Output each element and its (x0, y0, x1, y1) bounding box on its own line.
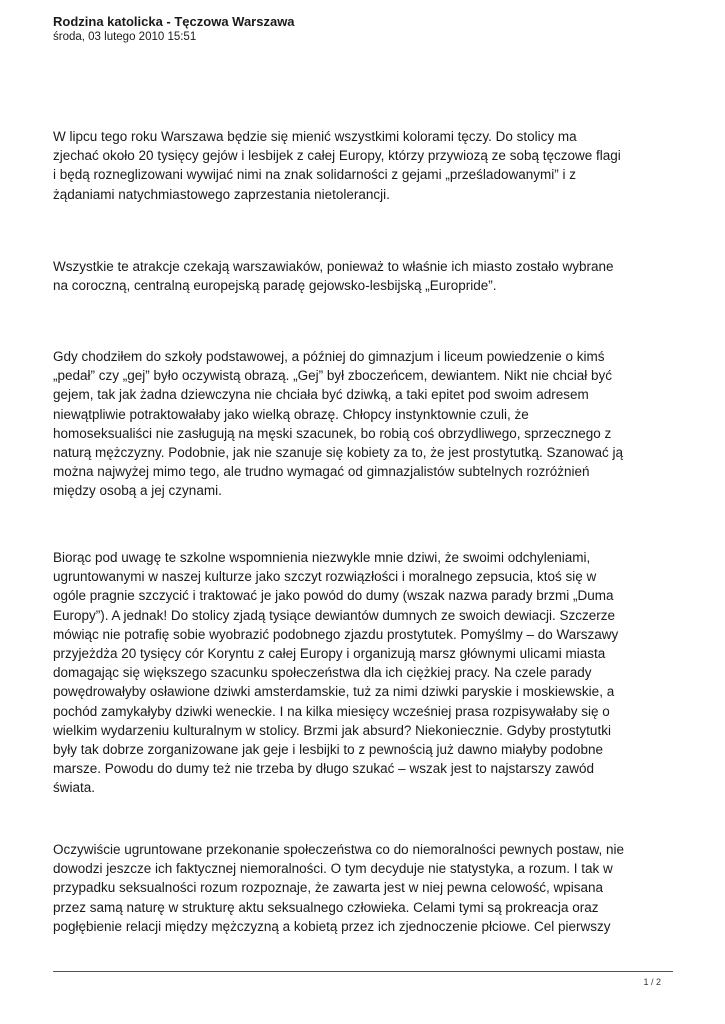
document-date: środa, 03 lutego 2010 15:51 (53, 31, 197, 43)
text-line: przyjeżdża 20 tysięcy cór Koryntu z całej Europy i organizują marsz głównymi ulicami miasta (53, 646, 606, 662)
text-line: mówiąc nie potrafię sobie wyobrazić podobnego zjazdu prostytutek. Pomyślmy – do Warszawy (53, 626, 619, 642)
text-line: „pedał” czy „gej” było oczywistą obrazą. „Gej” był zboczeńcem, dewiantem. Nikt nie chciał być (53, 368, 612, 384)
text-line: zjechać około 20 tysięcy gejów i lesbijek z całej Europy, którzy przywiozą ze sobą tęczowe flagi (53, 148, 621, 164)
paragraph-4 (53, 548, 677, 798)
text-line: Oczywiście ugruntowane przekonanie społeczeństwa co do niemoralności pewnych postaw, nie (53, 842, 625, 857)
text-line: naturą mężczyzny. Podobnie, jak nie szanuje się kobiety za to, że jest prostytutką. Szanować ją (53, 445, 624, 461)
text-line: przez samą naturę w strukturę aktu seksualnego człowieka. Celami tymi są prokreacja oraz (53, 899, 599, 915)
text-line: i będą rozneglizowani wywijać nimi na znak solidarności z gejami „prześladowanymi” i z (53, 167, 576, 183)
document-title: Rodzina katolicka - Tęczowa Warszawa (53, 14, 295, 29)
paragraph-2 (53, 257, 677, 295)
text-line: niewątpliwie potraktowałaby jako wielką obrazę. Chłopcy instynktownie czuli, że (53, 406, 529, 422)
text-line: były tak dobrze zorganizowane jak geje i lesbijki to z pewnością już dawno miałyby podobne (53, 742, 604, 758)
text-line: Biorąc pod uwagę te szkolne wspomnienia niezwykle mnie dziwi, że swoimi odchyleniami, (53, 550, 591, 565)
text-line: żądaniami natychmiastowego zaprzestania nietolerancji. (53, 186, 390, 202)
text-line: pochód zamykałyby dziwki weneckie. I na kilka miesięcy wcześniej prasa rozpisywałaby się o (53, 703, 610, 719)
paragraph-1 (53, 127, 677, 204)
text-line: dowodzi jeszcze ich faktycznej niemoralności. O tym decyduje nie statystyka, a rozum. I tak w (53, 861, 613, 877)
text-line: świata. (53, 780, 96, 796)
text-line: wielkim wydarzeniu kulturalnym w stolicy. Brzmi jak absurd? Niekoniecznie. Gdyby prostytutki (53, 722, 611, 738)
text-line: na coroczną, centralną europejską paradę gejowsko-lesbijską „Europride”. (53, 278, 497, 294)
document-header (53, 14, 673, 45)
text-line: domagając się większego szacunku społeczeństwa dla ich ciężkiej pracy. Na czele parady (53, 665, 592, 681)
text-line: W lipcu tego roku Warszawa będzie się mienić wszystkimi kolorami tęczy. Do stolicy ma (53, 129, 577, 144)
text-line: ogóle pragnie szczycić i traktować je jako powód do dumy (wszak nazwa parady brzmi „Duma (53, 588, 614, 604)
text-line: przypadku seksualności rozum rozpoznaje, że zawarta jest w niej pewna celowość, wpisana (53, 880, 604, 896)
page-number: 1 / 2 (643, 977, 661, 987)
text-line: powędrowałyby osławione dziwki amsterdamskie, tuż za nimi dziwki paryskie i moskiewskie, a (53, 684, 615, 700)
paragraph-3 (53, 347, 677, 501)
text-line: można najwyżej mimo tego, ale trudno wymagać od gimnazjalistów subtelnych rozróżnień (53, 464, 590, 480)
text-line: gejem, tak jak żadna dziewczyna nie chciała być dziwką, a taki epitet pod swoim adresem (53, 387, 589, 403)
text-line: Europy”). A jednak! Do stolicy zjadą tysiące dewiantów dumnych ze swoich dewiacji. Szczerze (53, 607, 616, 623)
paragraph-5 (53, 840, 677, 936)
footer-divider (53, 971, 673, 972)
text-line: homoseksualiści nie zasługują na męski szacunek, bo robią coś obrzydliwego, sprzecznego z (53, 425, 612, 441)
text-line: Wszystkie te atrakcje czekają warszawiaków, ponieważ to właśnie ich miasto zostało wybrane (53, 259, 614, 274)
text-line: Gdy chodziłem do szkoły podstawowej, a później do gimnazjum i liceum powiedzenie o kimś (53, 349, 605, 364)
text-line: marsze. Powodu do dumy też nie trzeba by długo szukać – wszak jest to najstarszy zawód (53, 761, 595, 777)
text-line: ugruntowanymi w naszej kulturze jako szczyt rozwiązłości i moralnego zepsucia, ktoś się w (53, 569, 597, 585)
text-line: pogłębienie relacji między mężczyzną a kobietą przez ich zjednoczenie płciowe. Cel pierwszy (53, 918, 611, 934)
text-line: między osobą a jej czynami. (53, 483, 222, 499)
